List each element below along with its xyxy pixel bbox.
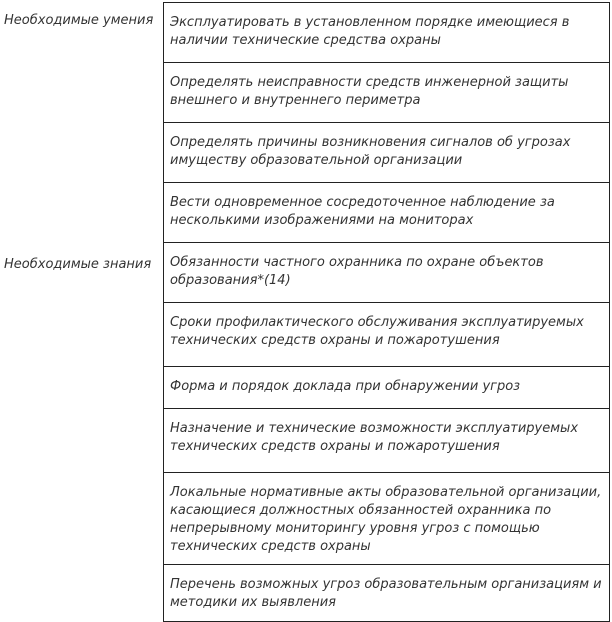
requirements-column xyxy=(163,2,610,622)
skill-item: Вести одновременное сосредоточенное наблюдение за несколькими изображениями на мониторах xyxy=(164,182,609,242)
skill-item: Определять неисправности средств инженерной защиты внешнего и внутреннего периметра xyxy=(164,62,609,122)
knowledge-item: Форма и порядок доклада при обнаружении угроз xyxy=(164,366,609,408)
knowledge-item: Локальные нормативные акты образовательной организации, касающиеся должностных обязанностей охранника по непрерывному мониторингу уровня угроз с помощью технических средств охраны xyxy=(164,472,609,564)
skill-item: Определять причины возникновения сигналов об угрозах имуществу образовательной организации xyxy=(164,122,609,182)
knowledge-item: Сроки профилактического обслуживания эксплуатируемых технических средств охраны и пожаротушения xyxy=(164,302,609,366)
section-label-skills: Необходимые умения xyxy=(4,13,154,28)
skill-item: Эксплуатировать в установленном порядке имеющиеся в наличии технические средства охраны xyxy=(164,2,609,62)
knowledge-item: Обязанности частного охранника по охране объектов образования*(14) xyxy=(164,242,609,302)
knowledge-item: Назначение и технические возможности эксплуатируемых технических средств охраны и пожаротушения xyxy=(164,408,609,472)
knowledge-item: Перечень возможных угроз образовательным организациям и методики их выявления xyxy=(164,564,609,622)
section-label-knowledge: Необходимые знания xyxy=(4,257,152,272)
